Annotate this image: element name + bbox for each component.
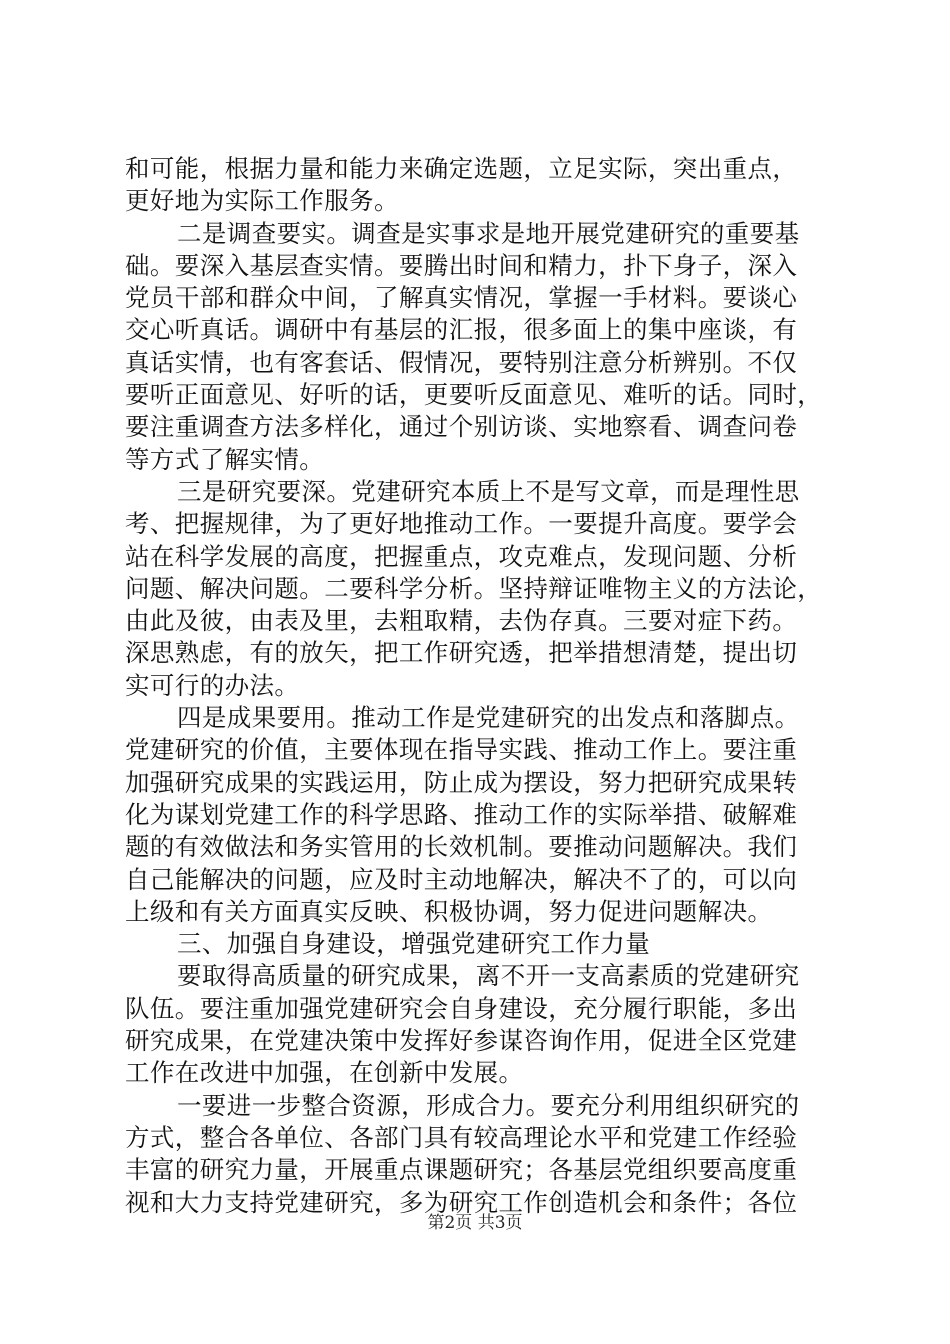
text-line: 要听正面意见、好听的话，更要听反面意见、难听的话。同时， (125, 380, 823, 410)
text-line: 三是研究要深。党建研究本质上不是写文章，而是理性思 (177, 476, 800, 506)
text-line: 考、把握规律，为了更好地推动工作。一要提升高度。要学会 (125, 509, 798, 539)
page-footer: 第2页 共3页 (427, 1213, 523, 1233)
text-line: 和可能，根据力量和能力来确定选题，立足实际，突出重点， (125, 154, 798, 183)
document-body (125, 153, 840, 1219)
text-line: 加强研究成果的实践运用，防止成为摆设，努力把研究成果转 (125, 767, 798, 797)
text-line: 工作在改进中加强，在创新中发展。 (125, 1058, 524, 1088)
text-line: 三、加强自身建设，增强党建研究工作力量 (177, 929, 651, 959)
text-line: 一要进一步整合资源，形成合力。要充分利用组织研究的 (177, 1090, 800, 1120)
text-line: 真话实情，也有客套话、假情况，要特别注意分析辨别。不仅 (125, 347, 798, 377)
text-line: 二是调查要实。调查是实事求是地开展党建研究的重要基 (177, 218, 800, 248)
text-line: 丰富的研究力量，开展重点课题研究；各基层党组织要高度重 (125, 1155, 798, 1185)
text-line: 视和大力支持党建研究，多为研究工作创造机会和条件；各位 (125, 1187, 798, 1217)
text-line: 上级和有关方面真实反映、积极协调，努力促进问题解决。 (125, 896, 773, 926)
text-line: 化为谋划党建工作的科学思路、推动工作的实际举措、破解难 (125, 799, 798, 829)
text-line: 要取得高质量的研究成果，离不开一支高素质的党建研究 (177, 961, 800, 991)
text-line: 题的有效做法和务实管用的长效机制。要推动问题解决。我们 (125, 832, 798, 862)
text-line: 党建研究的价值，主要体现在指导实践、推动工作上。要注重 (125, 735, 798, 765)
text-line: 队伍。要注重加强党建研究会自身建设，充分履行职能，多出 (125, 993, 798, 1023)
text-line: 交心听真话。调研中有基层的汇报，很多面上的集中座谈，有 (125, 315, 798, 345)
text-line: 党员干部和群众中间，了解真实情况，掌握一手材料。要谈心 (125, 283, 798, 313)
text-line: 更好地为实际工作服务。 (125, 186, 399, 216)
text-line: 深思熟虑，有的放矢，把工作研究透，把举措想清楚，提出切 (125, 638, 798, 668)
text-line: 站在科学发展的高度，把握重点，攻克难点，发现问题、分析 (125, 541, 798, 571)
text-line: 础。要深入基层查实情。要腾出时间和精力，扑下身子，深入 (125, 250, 798, 280)
text-line: 自己能解决的问题，应及时主动地解决，解决不了的，可以向 (125, 864, 798, 894)
text-line: 等方式了解实情。 (125, 444, 325, 474)
text-line: 方式，整合各单位、各部门具有较高理论水平和党建工作经验 (125, 1122, 798, 1152)
text-line: 由此及彼，由表及里，去粗取精，去伪存真。三要对症下药。 (125, 606, 798, 636)
text-line: 研究成果，在党建决策中发挥好参谋咨询作用，促进全区党建 (125, 1026, 798, 1056)
text-line: 问题、解决问题。二要科学分析。坚持辩证唯物主义的方法论， (125, 573, 823, 603)
text-line: 要注重调查方法多样化，通过个别访谈、实地察看、调查问卷 (125, 412, 798, 442)
text-line: 四是成果要用。推动工作是党建研究的出发点和落脚点。 (177, 703, 800, 733)
text-line: 实可行的办法。 (125, 670, 300, 700)
